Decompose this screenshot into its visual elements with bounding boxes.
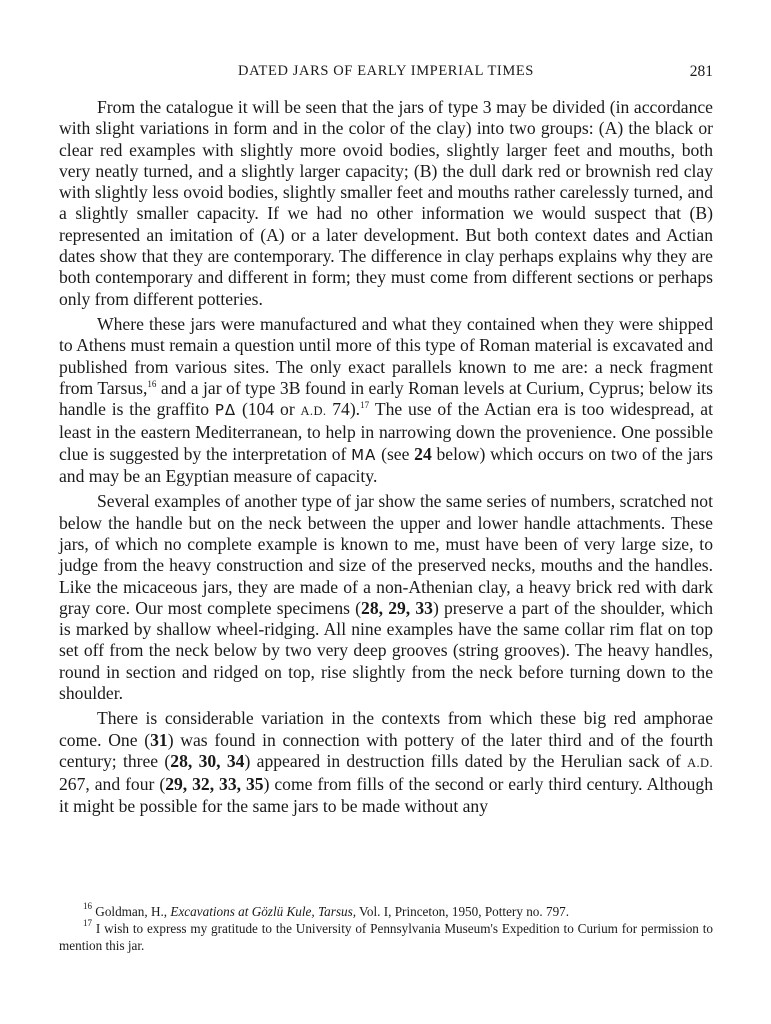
paragraph-text: (see [376, 443, 415, 464]
era-abbreviation: A.D. [300, 404, 327, 419]
footnote-number: 17 [83, 918, 92, 928]
paragraph-text: There is considerable variation in the contexts from which these big red amphorae come. One ( [59, 708, 713, 750]
paragraph-text: below) which occurs on two of the jars and may be an Egyptian measure of capacity. [59, 443, 713, 487]
footnote-17 [59, 920, 713, 954]
running-title: DATED JARS OF EARLY IMPERIAL TIMES [238, 63, 534, 79]
paragraph-3 [59, 491, 713, 704]
paragraph-text: The use of the Actian era is too widespread, at least in the eastern Mediterranean, to help in narrowing down the provenience. One possible clue is suggested by the interpretation of [59, 399, 713, 464]
body-text [59, 97, 713, 821]
footnote-text: Vol. I, Princeton, 1950, Pottery no. 797. [356, 904, 570, 919]
footnote-number: 16 [83, 901, 92, 911]
paragraph-text: From the catalogue it will be seen that the jars of type 3 may be divided (in accordance with slight variations in form and in the color of the clay) into two groups: (A) the black or clear red examples with slightly more ovoid bodies, slightly larger feet and mouths, both very neatly turned, and a slightly larger capacity; (B) the dull dark red or brownish red clay with slightly less ovoid bodies, slightly smaller feet and mouths rather carelessly turned, and a slightly smaller capacity. If we had no other information we would suspect that (B) represented an imitation of (A) or a later development. But both context dates and Actian dates show that they are contemporary. The difference in clay perhaps explains why they are both contemporary and different in form; they must come from different sections or perhaps only from different potteries. [59, 97, 713, 309]
footnote-16 [59, 903, 713, 920]
catalogue-ref: 28, 29, 33 [361, 597, 433, 618]
paragraph-text: ) come from fills of the second or early third century. Although it might be possible for the same jars to be made without any [59, 774, 714, 816]
paragraph-text: and a jar of type 3B found in early Roman levels at Curium, Cyprus; below its handle is the graffito [59, 377, 713, 420]
paragraph-text: ) appeared in destruction fills dated by the Herulian sack of [244, 750, 688, 771]
inscription-text: MA [351, 445, 377, 464]
footnote-ref-16: 16 [147, 378, 157, 389]
footnote-text: I wish to express my gratitude to the University of Pennsylvania Museum's Expedition to Curium for permission to mention this jar. [59, 921, 713, 953]
catalogue-ref: 29, 32, 33, 35 [165, 774, 264, 795]
paragraph-1 [59, 97, 713, 310]
footnote-title: Excavations at Gözlü Kule, Tarsus, [170, 904, 356, 919]
catalogue-ref: 24 [414, 443, 432, 464]
footnotes [59, 903, 713, 954]
running-head [59, 63, 713, 83]
graffito-text: PΔ [214, 401, 237, 420]
footnote-ref-17: 17 [360, 400, 370, 411]
paragraph-2 [59, 314, 713, 487]
catalogue-ref: 28, 30, 34 [170, 750, 245, 771]
paragraph-text: 74). [326, 399, 361, 420]
footnote-author: Goldman, H., [92, 904, 171, 919]
page-number: 281 [689, 63, 713, 80]
paragraph-text: ) was found in connection with pottery of the later third and of the fourth century; three ( [59, 729, 714, 771]
paragraph-text: 267, and four ( [59, 774, 166, 795]
paragraph-text: ) preserve a part of the shoulder, which is marked by shallow wheel-ridging. All nine examples have the same collar rim flat on top set off from the neck below by two very deep grooves (string grooves). The heavy handles, round in section and ridged on top, rise slightly from the neck before turning down to the shoulder. [59, 597, 714, 704]
era-abbreviation: A.D. [687, 755, 713, 770]
paragraph-text: Several examples of another type of jar show the same series of numbers, scratched not below the handle but on the neck between the upper and lower handle attachments. These jars, of which no complete example is known to me, must have been of very large size, to judge from the heavy construction and size of the preserved necks, mouths and the handles. Like the micaceous jars, they are made of a non-Athenian clay, a heavy brick red with dark gray core. Our most complete specimens ( [59, 491, 713, 618]
paragraph-text: Where these jars were manufactured and what they contained when they were shipped to Athens must remain a question until more of this type of Roman material is excavated and published from various sites. The only exact parallels known to me are: a neck fragment from Tarsus, [59, 313, 713, 398]
catalogue-ref: 31 [150, 729, 168, 750]
paragraph-text: (104 or [236, 399, 301, 420]
paragraph-4 [59, 708, 713, 816]
